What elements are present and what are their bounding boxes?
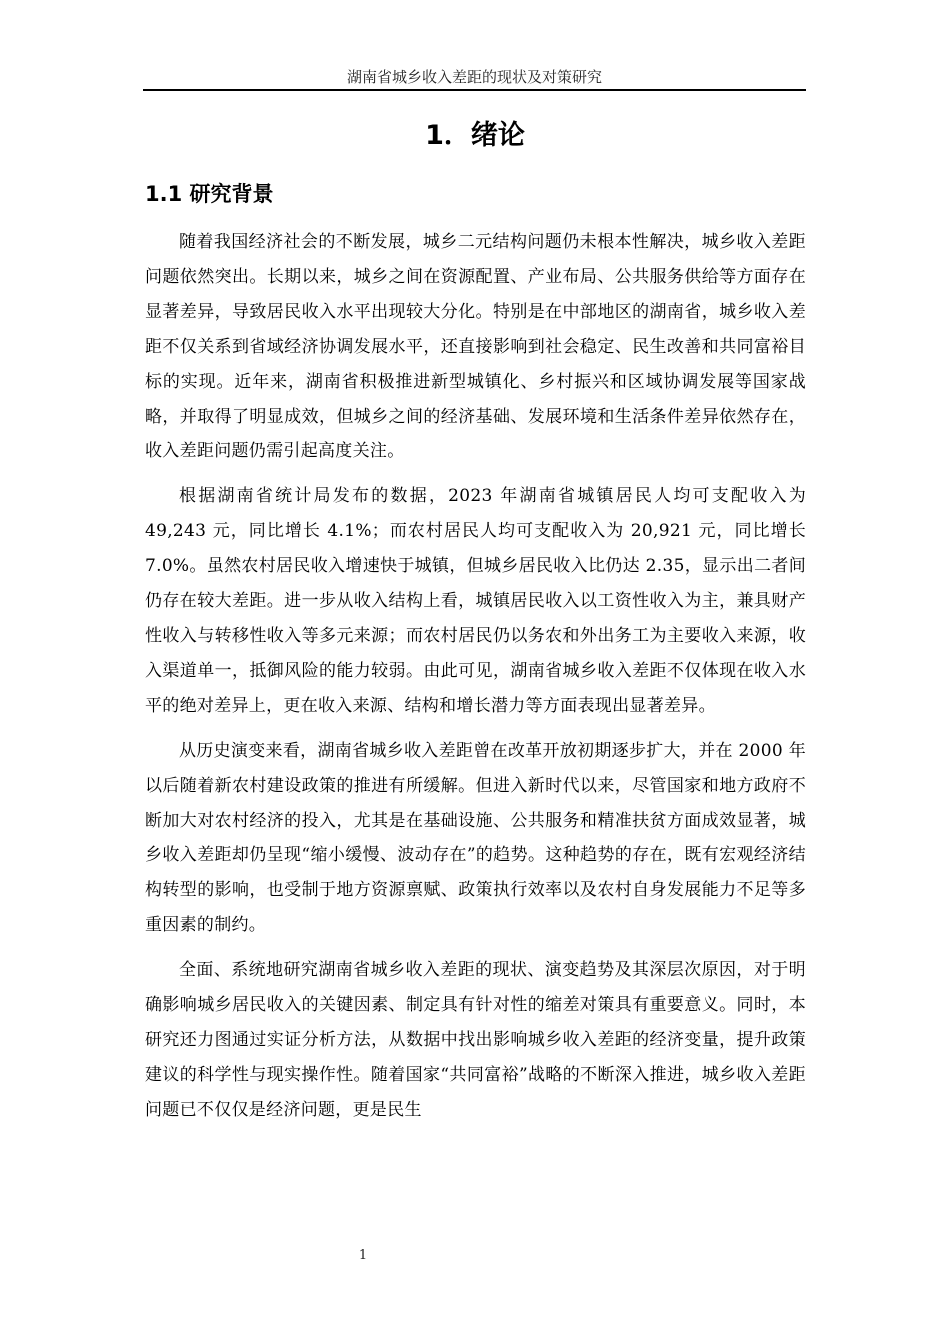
- paragraph: 随着我国经济社会的不断发展，城乡二元结构问题仍未根本性解决，城乡收入差距问题依然突出。长期以来，城乡之间在资源配置、产业布局、公共服务供给等方面存在显著差异，导致居民收入水平出现较大分化。特别是在中部地区的湖南省，城乡收入差距不仅关系到省域经济协调发展水平，还直接影响到社会稳定、民生改善和共同富裕目标的实现。近年来，湖南省积极推进新型城镇化、乡村振兴和区域协调发展等国家战略，并取得了明显成效，但城乡之间的经济基础、发展环境和生活条件差异依然存在，收入差距问题仍需引起高度关注。: [145, 232, 806, 462]
- section-title: 1.1 研究背景: [145, 182, 274, 206]
- chapter-title: 1．绪论: [425, 120, 525, 151]
- running-header-title: 湖南省城乡收入差距的现状及对策研究: [346, 68, 602, 86]
- paragraph: 从历史演变来看，湖南省城乡收入差距曾在改革开放初期逐步扩大，并在 2000 年以后随着新农村建设政策的推进有所缓解。但进入新时代以来，尽管国家和地方政府不断加大对农村经济的投入，尤其是在基础设施、公共服务和精准扶贫方面成效显著，城乡收入差距却仍呈现“缩小缓慢、波动存在”的趋势。这种趋势的存在，既有宏观经济结构转型的影响，也受制于地方资源禀赋、政策执行效率以及农村自身发展能力不足等多重因素的制约。: [145, 740, 806, 936]
- paragraph: 根据湖南省统计局发布的数据，2023 年湖南省城镇居民人均可支配收入为 49,243 元，同比增长 4.1%；而农村居民人均可支配收入为 20,921 元，同比增长 7.0%。虽然农村居民收入增速快于城镇，但城乡居民收入比仍达 2.35，显示出二者间仍存在较大差距。进一步从收入结构上看，城镇居民收入以工资性收入为主，兼具财产性收入与转移性收入等多元来源；而农村居民仍以务农和外出务工为主要收入来源，收入渠道单一，抵御风险的能力较弱。由此可见，湖南省城乡收入差距不仅体现在收入水平的绝对差异上，更在收入来源、结构和增长潜力等方面表现出显著差异。: [145, 486, 806, 716]
- running-header: [143, 66, 806, 91]
- page-number: 1: [358, 1248, 368, 1263]
- paragraph: 全面、系统地研究湖南省城乡收入差距的现状、演变趋势及其深层次原因，对于明确影响城乡居民收入的关键因素、制定具有针对性的缩差对策具有重要意义。同时，本研究还力图通过实证分析方法，从数据中找出影响城乡收入差距的经济变量，提升政策建议的科学性与现实操作性。随着国家“共同富裕”战略的不断深入推进，城乡收入差距问题已不仅仅是经济问题，更是民生: [145, 960, 806, 1120]
- body-text: [145, 225, 806, 1138]
